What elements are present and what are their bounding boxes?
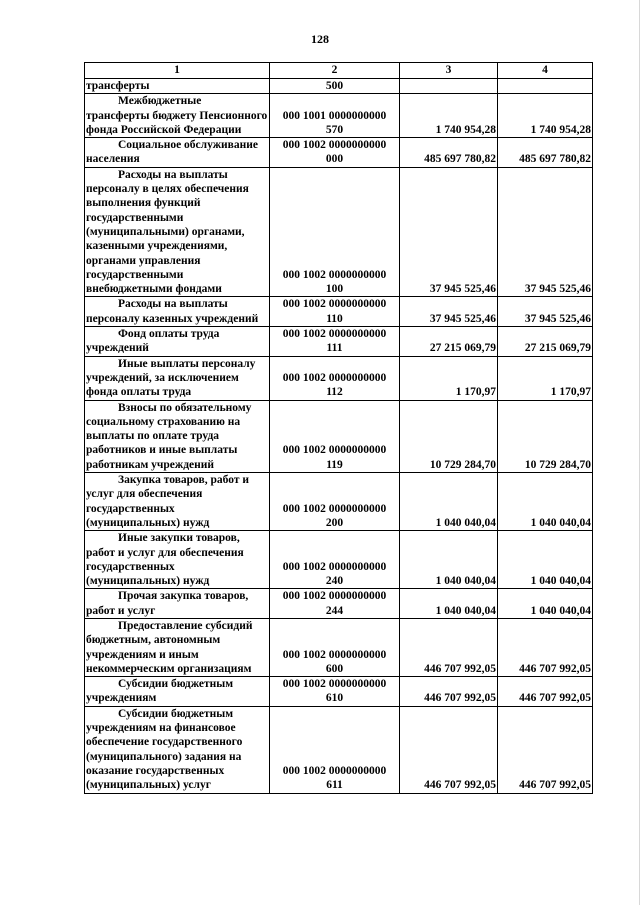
amount-column-3: 485 697 780,82 — [400, 138, 498, 168]
budget-code-type: 111 — [326, 342, 343, 355]
budget-code-classifier: 000 1002 0000000000 — [282, 139, 387, 152]
budget-code — [270, 589, 400, 619]
budget-item-name — [85, 356, 270, 400]
budget-item-name-first-line: Расходы на выплаты — [118, 168, 228, 181]
budget-item-name-rest: учреждений — [86, 342, 149, 355]
amount-column-4: 1 040 040,04 — [498, 589, 593, 619]
amount-column-4: 1 040 040,04 — [498, 531, 593, 589]
budget-item-name-rest: работ и услуг — [86, 604, 156, 617]
amount-column-4 — [498, 79, 593, 94]
budget-code-type: 110 — [326, 312, 343, 325]
budget-code-classifier: 000 1002 0000000000 — [282, 502, 387, 515]
budget-code-type: 610 — [325, 692, 344, 705]
budget-code — [270, 400, 400, 472]
amount-column-4: 1 170,97 — [498, 356, 593, 400]
budget-code — [270, 531, 400, 589]
budget-code — [270, 706, 400, 793]
amount-column-4: 10 729 284,70 — [498, 400, 593, 472]
amount-column-4: 27 215 069,79 — [498, 327, 593, 357]
budget-item-name-first-line: Иные выплаты персоналу — [118, 357, 256, 370]
budget-item-name-rest: персоналу казенных учреждений — [86, 312, 259, 325]
budget-item-name-first-line: Закупка товаров, работ и — [118, 474, 249, 487]
amount-column-3: 1 740 954,28 — [400, 94, 498, 138]
budget-item-name-rest: работ и услуг для обеспечения государственных (муниципальных) нужд — [86, 546, 244, 588]
budget-item-name-rest: учреждениям на финансовое обеспечение государственного (муниципального) задания на оказание государственных (муниципальных) услуг — [86, 722, 243, 792]
budget-code — [270, 677, 400, 707]
budget-item-name-first-line: Межбюджетные — [118, 95, 202, 108]
table-row — [85, 531, 593, 589]
budget-item-name — [85, 589, 270, 619]
budget-code-type: 100 — [325, 283, 344, 296]
table-row — [85, 356, 593, 400]
budget-item-name — [85, 473, 270, 531]
budget-item-name-rest: трансферты — [86, 80, 150, 92]
table-row — [85, 706, 593, 793]
amount-column-3 — [400, 79, 498, 94]
amount-column-4: 446 707 992,05 — [498, 677, 593, 707]
budget-code-type: 600 — [325, 662, 344, 675]
table-header-row — [85, 63, 593, 79]
column-header: 1 — [85, 63, 270, 79]
amount-column-3: 1 170,97 — [400, 356, 498, 400]
budget-item-name-first-line: Расходы на выплаты — [118, 298, 228, 311]
budget-code — [270, 167, 400, 297]
budget-item-name — [85, 297, 270, 327]
column-header: 3 — [400, 63, 498, 79]
table-row — [85, 589, 593, 619]
budget-item-name — [85, 138, 270, 168]
budget-code — [270, 618, 400, 676]
budget-item-name — [85, 167, 270, 297]
amount-column-4: 37 945 525,46 — [498, 297, 593, 327]
amount-column-3: 1 040 040,04 — [400, 473, 498, 531]
table-row — [85, 94, 593, 138]
budget-code-classifier: 000 1001 0000000000 — [282, 109, 387, 122]
budget-code-type: 500 — [325, 80, 344, 92]
amount-column-4: 485 697 780,82 — [498, 138, 593, 168]
budget-item-name-first-line: Фонд оплаты труда — [118, 328, 220, 341]
budget-item-name-first-line: Иные закупки товаров, — [118, 532, 240, 545]
amount-column-3: 446 707 992,05 — [400, 706, 498, 793]
budget-item-name-first-line: Субсидии бюджетным — [118, 678, 234, 691]
amount-column-3: 446 707 992,05 — [400, 677, 498, 707]
budget-code-type: 240 — [325, 575, 344, 588]
budget-item-name-rest: учреждений, за исключением фонда оплаты труда — [86, 371, 239, 399]
table-body — [85, 63, 593, 794]
budget-code-classifier: 000 1002 0000000000 — [282, 298, 387, 311]
budget-code-classifier: 000 1002 0000000000 — [282, 560, 387, 573]
budget-code — [270, 356, 400, 400]
amount-column-4: 446 707 992,05 — [498, 706, 593, 793]
budget-code — [270, 79, 400, 94]
budget-code-type: 112 — [326, 386, 343, 399]
budget-item-name-rest: населения — [86, 153, 140, 166]
budget-item-name-first-line: Субсидии бюджетным — [118, 707, 234, 720]
budget-item-name-first-line: Предоставление субсидий — [118, 619, 253, 632]
budget-item-name — [85, 618, 270, 676]
budget-code — [270, 473, 400, 531]
table-row — [85, 167, 593, 297]
budget-item-name — [85, 677, 270, 707]
budget-item-name-rest: услуг для обеспечения государственных (муниципальных) нужд — [86, 488, 210, 529]
amount-column-3: 10 729 284,70 — [400, 400, 498, 472]
amount-column-4: 1 040 040,04 — [498, 473, 593, 531]
amount-column-3: 1 040 040,04 — [400, 531, 498, 589]
budget-code-classifier: 000 1002 0000000000 — [282, 648, 387, 661]
budget-item-name — [85, 327, 270, 357]
budget-code-classifier: 000 1002 0000000000 — [282, 328, 387, 341]
budget-code-classifier: 000 1002 0000000000 — [282, 268, 387, 281]
budget-code — [270, 327, 400, 357]
budget-table — [84, 62, 593, 794]
table-row — [85, 618, 593, 676]
budget-item-name-first-line: Взносы по обязательному — [118, 401, 252, 414]
budget-item-name-rest: учреждениям — [86, 692, 157, 705]
column-header: 2 — [270, 63, 400, 79]
amount-column-3: 1 040 040,04 — [400, 589, 498, 619]
budget-code — [270, 138, 400, 168]
table-row — [85, 297, 593, 327]
table-row — [85, 400, 593, 472]
budget-item-name-rest: социальному страхованию на выплаты по оплате труда работников и иные выплаты работникам учреждений — [86, 415, 241, 471]
table-row — [85, 79, 593, 94]
budget-code-type: 119 — [326, 458, 343, 471]
budget-code-type: 200 — [325, 516, 344, 529]
amount-column-3: 37 945 525,46 — [400, 297, 498, 327]
budget-item-name-rest: бюджетным, автономным учреждениям и иным некоммерческим организациям — [86, 634, 252, 675]
amount-column-4: 446 707 992,05 — [498, 618, 593, 676]
budget-item-name — [85, 400, 270, 472]
budget-code-type: 611 — [326, 779, 343, 792]
budget-item-name — [85, 531, 270, 589]
budget-code — [270, 94, 400, 138]
budget-item-name — [85, 79, 270, 94]
budget-item-name-rest: трансферты бюджету Пенсионного фонда Российской Федерации — [86, 109, 268, 136]
table-row — [85, 327, 593, 357]
budget-code-classifier: 000 1002 0000000000 — [282, 444, 387, 457]
budget-code-type: 570 — [325, 123, 344, 136]
budget-code-type: 244 — [325, 604, 344, 617]
budget-code-classifier: 000 1002 0000000000 — [282, 371, 387, 384]
budget-code-classifier: 000 1002 0000000000 — [282, 764, 387, 777]
table-row — [85, 473, 593, 531]
table-row — [85, 138, 593, 168]
amount-column-3: 27 215 069,79 — [400, 327, 498, 357]
page-number: 128 — [311, 32, 329, 46]
budget-item-name-first-line: Прочая закупка товаров, — [118, 590, 249, 603]
amount-column-3: 446 707 992,05 — [400, 618, 498, 676]
budget-item-name-first-line: Социальное обслуживание — [118, 139, 258, 152]
column-header: 4 — [498, 63, 593, 79]
amount-column-4: 1 740 954,28 — [498, 94, 593, 138]
budget-item-name-rest: персоналу в целях обеспечения выполнения функций государственными (муниципальными) органами, казенными учреждениями, органами управления государственными внебюджетными фондами — [86, 183, 249, 296]
budget-item-name — [85, 94, 270, 138]
table-row — [85, 677, 593, 707]
amount-column-3: 37 945 525,46 — [400, 167, 498, 297]
budget-code — [270, 297, 400, 327]
budget-code-classifier: 000 1002 0000000000 — [282, 590, 387, 603]
budget-code-type: 000 — [325, 153, 344, 166]
budget-item-name — [85, 706, 270, 793]
amount-column-4: 37 945 525,46 — [498, 167, 593, 297]
budget-code-classifier: 000 1002 0000000000 — [282, 678, 387, 691]
